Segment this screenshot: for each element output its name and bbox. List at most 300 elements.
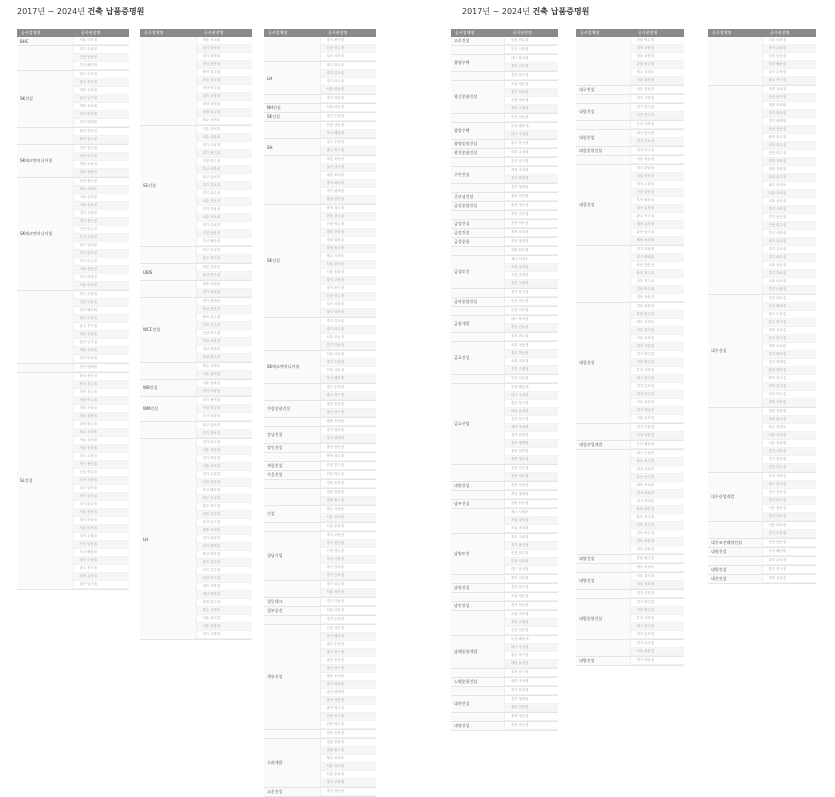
site-name: 대구 수성점: [74, 557, 129, 565]
site-name: 광주 북구점: [197, 255, 252, 263]
site-name: 경북 포항점: [505, 482, 558, 490]
company-name: [451, 307, 504, 315]
site-name: 인천 연수점: [505, 298, 558, 306]
site-name: 인천 연수점: [321, 548, 376, 556]
site-name: 경기 하남점: [763, 270, 816, 278]
site-name: 인천 연수점: [321, 45, 376, 53]
company-name: [140, 247, 196, 263]
company-group: [17, 128, 129, 145]
site-name: 충북 청주점: [74, 381, 129, 389]
site-name: 전북 전주점: [505, 722, 558, 730]
site-name: 광주 북구점: [74, 323, 129, 331]
site-name: 충북 청주점: [197, 559, 252, 567]
site-name: 경기 평택점: [321, 689, 376, 697]
site-name: 대구 달서점: [321, 564, 376, 572]
site-name: 대전 유성점: [763, 86, 816, 94]
site-name: 제주 서귀포: [321, 506, 376, 514]
site-name: 울산 남구점: [74, 339, 129, 347]
site-name: 부산 해운대: [631, 197, 684, 205]
company-group: [451, 298, 558, 307]
site-name: 울산 남구점: [74, 581, 129, 589]
site-name: 전남 여수점: [74, 397, 129, 405]
company-name: [140, 422, 196, 438]
site-name: 강원 원주점: [74, 421, 129, 429]
company-name: SH: [264, 139, 320, 155]
company-name: [264, 730, 320, 738]
site-name: 경기 용인점: [631, 599, 684, 607]
site-name: 경기 수원점: [321, 359, 376, 367]
site-name: 부산 해운대: [321, 130, 376, 138]
site-name: 부산 사하점: [763, 230, 816, 238]
company-group: [576, 564, 684, 573]
site-name: 충북 청주점: [505, 713, 558, 721]
site-name: 세종 조치원: [197, 281, 252, 289]
company-name: [451, 114, 504, 122]
company-name: [708, 37, 762, 85]
company-group: [451, 333, 558, 342]
site-name: 대전 유성점: [505, 660, 558, 668]
company-group: [451, 55, 558, 72]
company-group: [451, 289, 558, 298]
site-name: 전북 전주점: [74, 145, 129, 153]
site-name: 경기 고양점: [197, 631, 252, 639]
site-name: 경기 김포점: [631, 138, 684, 146]
site-name: 경기 고양점: [631, 95, 684, 103]
site-name: 전남 여수점: [321, 721, 376, 729]
site-name: 서울 마포점: [321, 607, 376, 615]
site-name: 경남 창원점: [763, 166, 816, 174]
site-name: 전북 전주점: [197, 567, 252, 575]
site-name: 대전 유성점: [74, 87, 129, 95]
site-name: 대구 수성점: [505, 131, 558, 139]
company-name: 대우건설: [708, 295, 762, 407]
site-name: 세종 조치원: [631, 237, 684, 245]
company-name: [264, 616, 320, 624]
site-name: 서울 성동점: [505, 81, 558, 89]
site-name: 대전 유성점: [763, 575, 816, 583]
company-group: [708, 539, 816, 548]
site-name: 경기 고양점: [321, 779, 376, 787]
site-name: 경기 김포점: [505, 324, 558, 332]
site-name: 서울 마포점: [505, 611, 558, 619]
site-name: 인천 연수점: [197, 405, 252, 413]
company-name: SS건설: [140, 126, 196, 246]
company-group: [451, 669, 558, 678]
site-name: 충남 천안점: [74, 373, 129, 381]
company-group: [264, 532, 376, 581]
site-name: 대구 수성점: [631, 450, 684, 458]
company-name: 가람종합건설: [264, 401, 320, 417]
company-group: [140, 363, 252, 380]
site-name: 부산 사하점: [321, 301, 376, 309]
company-name: 건설: [264, 506, 320, 522]
company-name: [264, 37, 320, 61]
site-name: 대구 수성점: [763, 557, 816, 565]
site-name: 서울 송파점: [631, 86, 684, 94]
site-name: 경기 파주점: [505, 333, 558, 341]
site-name: 인천 연수점: [631, 607, 684, 615]
site-name: 대구 달서점: [763, 481, 816, 489]
site-name: 경기 고양점: [505, 280, 558, 288]
company-name: [451, 669, 504, 677]
site-name: 서울 성동점: [631, 648, 684, 656]
company-name: 대림산업: [576, 130, 630, 146]
site-name: 대구 수성점: [197, 495, 252, 503]
site-name: 울산 남구점: [197, 272, 252, 280]
company-group: [576, 147, 684, 156]
site-name: 서울 강서점: [505, 517, 558, 525]
site-name: 경북 포항점: [74, 405, 129, 413]
site-name: 경기 파주점: [505, 584, 558, 592]
site-name: 서울 송파점: [321, 269, 376, 277]
site-name: 광주 북구점: [505, 652, 558, 660]
site-name: 부산 사하점: [74, 234, 129, 242]
site-name: 경기 수원점: [321, 616, 376, 624]
site-name: 경기 화성점: [631, 246, 684, 254]
site-name: 인천 남동점: [321, 625, 376, 633]
company-group: [451, 193, 558, 202]
site-name: 전북 전주점: [505, 465, 558, 473]
company-name: 고운건설: [264, 788, 320, 796]
site-name: 전남 여수점: [74, 153, 129, 161]
site-name: 경기 고양점: [74, 453, 129, 461]
company-name: 금아종합건설: [451, 298, 504, 306]
company-name: 대명건설: [451, 722, 504, 730]
site-name: 제주 서귀포: [631, 564, 684, 572]
site-name: 전남 여수점: [321, 471, 376, 479]
site-name: 경기 용인점: [505, 289, 558, 297]
company-name: 광명종합건설: [451, 140, 504, 148]
company-name: 강남건설: [264, 427, 320, 443]
site-name: 대구 수성점: [505, 392, 558, 400]
site-name: 강원 원주점: [631, 555, 684, 563]
site-name: 경기 고양점: [74, 210, 129, 218]
company-name: SK건설: [264, 113, 320, 121]
site-name: 경기 화성점: [321, 427, 376, 435]
site-name: 대전 유성점: [197, 511, 252, 519]
site-name: 부산 해운대: [505, 384, 558, 392]
site-name: 경기 수원점: [763, 286, 816, 294]
company-name: [451, 465, 504, 481]
company-group: [264, 156, 376, 205]
company-group: [264, 788, 376, 797]
company-name: WB건설: [140, 380, 196, 396]
site-name: 강원 원주점: [505, 247, 558, 255]
company-group: [264, 581, 376, 598]
site-name: 경기 파주점: [74, 258, 129, 266]
site-name: 전남 여수점: [197, 85, 252, 93]
company-name: WM건설: [140, 397, 196, 421]
site-name: 인천 남동점: [631, 432, 684, 440]
site-name: 제주 서귀포: [74, 429, 129, 437]
company-name: [17, 46, 73, 70]
site-name: 경기 고양점: [631, 590, 684, 598]
header-site: 공사현장명: [512, 30, 532, 35]
company-name: [17, 364, 73, 372]
site-name: 경기 하남점: [505, 89, 558, 97]
site-name: 대구 수성점: [763, 69, 816, 77]
site-name: 경기 평택점: [197, 53, 252, 61]
site-name: 경기 평택점: [505, 696, 558, 704]
site-name: 경기 수원점: [763, 45, 816, 53]
site-name: 제주 서귀포: [197, 607, 252, 615]
company-name: [451, 289, 504, 297]
site-name: 경기 파주점: [763, 497, 816, 505]
site-name: 광주 북구점: [321, 392, 376, 400]
site-name: 대구 달서점: [74, 485, 129, 493]
site-name: 충남 천안점: [631, 262, 684, 270]
site-name: 인천 연수점: [505, 550, 558, 558]
site-name: 경북 포항점: [197, 583, 252, 591]
company-group: [451, 149, 558, 158]
site-name: 대구 수성점: [74, 71, 129, 79]
site-name: 부산 해운대: [197, 238, 252, 246]
site-name: 부산 해운대: [321, 633, 376, 641]
site-name: 광주 북구점: [197, 503, 252, 511]
site-name: 전남 여수점: [505, 220, 558, 228]
site-name: 부산 해운대: [763, 303, 816, 311]
site-name: 대구 수성점: [74, 315, 129, 323]
company-group: [451, 342, 558, 375]
site-name: 서울 송파점: [321, 523, 376, 531]
company-group: [140, 264, 252, 281]
company-name: 대림건설: [576, 165, 630, 245]
site-name: 대구 수성점: [321, 641, 376, 649]
site-name: 세종 조치원: [74, 347, 129, 355]
company-group: [576, 246, 684, 303]
company-group: [17, 178, 129, 291]
site-name: 충남 천안점: [197, 551, 252, 559]
site-name: 경기 김포점: [631, 631, 684, 639]
header-company: 공사업체명: [455, 30, 475, 35]
site-name: 경기 화성점: [197, 289, 252, 297]
site-name: 울산 남구점: [197, 519, 252, 527]
site-name: 세종 조치원: [74, 103, 129, 111]
site-name: 서울 강서점: [321, 763, 376, 771]
company-group: [451, 140, 558, 149]
site-name: 서울 성동점: [763, 262, 816, 270]
site-name: 대구 달서점: [505, 55, 558, 63]
company-group: [576, 424, 684, 441]
site-name: 울산 남구점: [505, 416, 558, 424]
site-name: 경기 파주점: [631, 391, 684, 399]
site-name: 부산 사하점: [505, 307, 558, 315]
company-name: 대림건설: [576, 104, 630, 120]
site-name: 경기 파주점: [631, 640, 684, 648]
company-group: [140, 298, 252, 363]
company-group: [451, 184, 558, 193]
company-group: [264, 598, 376, 607]
company-group: [451, 307, 558, 316]
company-name: 대방건설: [576, 657, 630, 665]
company-name: [451, 375, 504, 383]
company-group: [451, 316, 558, 333]
company-name: [576, 590, 630, 598]
site-name: 서울 송파점: [505, 272, 558, 280]
site-name: 전남 여수점: [763, 150, 816, 158]
site-name: 경기 수원점: [74, 46, 129, 54]
site-name: 경남 창원점: [631, 303, 684, 311]
site-name: 대구 수성점: [763, 311, 816, 319]
company-name: 계룡건설: [264, 625, 320, 729]
right-page: [418, 0, 835, 728]
company-group: [17, 291, 129, 364]
site-name: 충북 청주점: [505, 202, 558, 210]
site-name: 경기 용인점: [74, 218, 129, 226]
site-name: 충북 청주점: [197, 69, 252, 77]
company-group: [451, 37, 558, 46]
company-group: [451, 593, 558, 602]
site-name: 경남 창원점: [321, 237, 376, 245]
site-name: 세종 조치원: [505, 678, 558, 686]
company-name: 경남기업: [264, 532, 320, 580]
site-name: 경기 하남점: [631, 165, 684, 173]
table-header: [264, 29, 376, 37]
site-name: 경기 화성점: [763, 110, 816, 118]
site-name: 울산 남구점: [505, 669, 558, 677]
site-name: 전북 전주점: [763, 142, 816, 150]
site-name: 경기 수원점: [74, 533, 129, 541]
site-name: 울산 남구점: [505, 158, 558, 166]
site-name: 경기 하남점: [321, 342, 376, 350]
site-name: 서울 성동점: [631, 399, 684, 407]
site-name: 전북 전주점: [197, 322, 252, 330]
site-name: 경남 창원점: [505, 238, 558, 246]
site-name: 제주 서귀포: [505, 509, 558, 517]
company-name: [140, 281, 196, 297]
site-name: 경북 포항점: [197, 338, 252, 346]
company-group: [264, 506, 376, 523]
site-name: 대구 달서점: [631, 130, 684, 138]
company-name: [451, 491, 504, 499]
company-group: [451, 384, 558, 465]
site-name: 경기 김포점: [631, 383, 684, 391]
site-name: 경기 용인점: [631, 351, 684, 359]
company-group: [576, 130, 684, 147]
site-name: 부산 해운대: [763, 548, 816, 556]
company-name: 고려개발: [264, 739, 320, 787]
company-group: [451, 238, 558, 247]
site-name: 경기 평택점: [197, 298, 252, 306]
site-name: 경기 파주점: [197, 439, 252, 447]
site-name: 경북 포항점: [631, 45, 684, 53]
company-name: SK에코엔지니어링: [17, 178, 73, 290]
site-name: 경남 창원점: [321, 489, 376, 497]
site-name: 강원 원주점: [321, 497, 376, 505]
site-name: 서울 성동점: [321, 589, 376, 597]
site-name: 충남 천안점: [321, 196, 376, 204]
site-name: 경남 창원점: [631, 53, 684, 61]
site-name: 대구 달서점: [505, 316, 558, 324]
site-name: 전북 전주점: [505, 211, 558, 219]
company-name: [451, 184, 504, 192]
site-name: 서울 송파점: [197, 623, 252, 631]
site-name: 부산 해운대: [74, 549, 129, 557]
site-name: 세종 조치원: [321, 172, 376, 180]
site-name: 경기 화성점: [74, 355, 129, 363]
site-name: 경기 고양점: [505, 534, 558, 542]
site-name: 전남 여수점: [631, 286, 684, 294]
site-name: 서울 성동점: [505, 593, 558, 601]
site-name: 경기 화성점: [321, 180, 376, 188]
site-name: 서울 마포점: [74, 37, 129, 45]
site-name: 서울 마포점: [321, 104, 376, 112]
site-name: 광주 북구점: [763, 566, 816, 574]
company-name: 금광개발: [451, 316, 504, 332]
company-group: [576, 555, 684, 564]
company-group: [451, 256, 558, 289]
site-name: 경북 포항점: [321, 229, 376, 237]
site-name: 경기 하남점: [321, 95, 376, 103]
company-name: SL건설: [17, 373, 73, 589]
company-name: [451, 247, 504, 255]
table-header: [576, 29, 684, 37]
site-name: 서울 성동점: [74, 266, 129, 274]
company-name: [17, 128, 73, 144]
company-group: [264, 489, 376, 506]
site-name: 서울 강서점: [631, 77, 684, 85]
company-name: 광진종합건설: [451, 149, 504, 157]
site-name: 부산 해운대: [74, 62, 129, 70]
company-group: [708, 575, 816, 584]
site-name: 경기 김포점: [505, 63, 558, 71]
company-group: [451, 211, 558, 220]
site-name: 인천 연수점: [197, 158, 252, 166]
header-site: 공사현장명: [638, 30, 658, 35]
site-name: 서울 송파점: [74, 445, 129, 453]
site-name: 인천 남동점: [505, 375, 558, 383]
company-name: [576, 450, 630, 554]
company-group: [451, 687, 558, 696]
site-name: 충남 천안점: [763, 367, 816, 375]
site-name: 경기 하남점: [505, 602, 558, 610]
site-name: 세종 조치원: [321, 418, 376, 426]
site-name: 서울 강서점: [763, 190, 816, 198]
site-name: 충남 천안점: [505, 704, 558, 712]
company-group: [451, 575, 558, 584]
site-name: 경기 수원점: [505, 105, 558, 113]
header-site: 공사현장명: [328, 30, 348, 35]
table-column-1: [451, 29, 558, 731]
site-name: 전북 전주점: [74, 389, 129, 397]
site-name: 충남 천안점: [631, 506, 684, 514]
site-name: 광주 북구점: [321, 147, 376, 155]
site-name: 인천 연수점: [763, 222, 816, 230]
site-name: 광주 북구점: [631, 458, 684, 466]
site-name: 경남 창원점: [631, 546, 684, 554]
company-group: [264, 113, 376, 122]
site-name: 경기 김포점: [505, 575, 558, 583]
company-group: [576, 303, 684, 424]
site-name: 경기 용인점: [321, 37, 376, 45]
site-name: 대구 달서점: [631, 375, 684, 383]
company-name: [451, 211, 504, 219]
site-name: 경기 하남점: [321, 598, 376, 606]
site-name: 서울 마포점: [505, 358, 558, 366]
site-name: 서울 마포점: [763, 278, 816, 286]
site-name: 인천 남동점: [763, 539, 816, 547]
company-name: SK에코엔지니어링: [264, 351, 320, 383]
site-name: 충남 천안점: [321, 444, 376, 452]
company-name: [708, 86, 762, 294]
site-name: 서울 강서점: [631, 573, 684, 581]
site-name: 경기 평택점: [505, 440, 558, 448]
company-group: [264, 62, 376, 95]
site-name: 서울 송파점: [763, 440, 816, 448]
site-name: 전남 여수점: [631, 530, 684, 538]
site-name: 서울 마포점: [74, 282, 129, 290]
company-name: [451, 575, 504, 583]
